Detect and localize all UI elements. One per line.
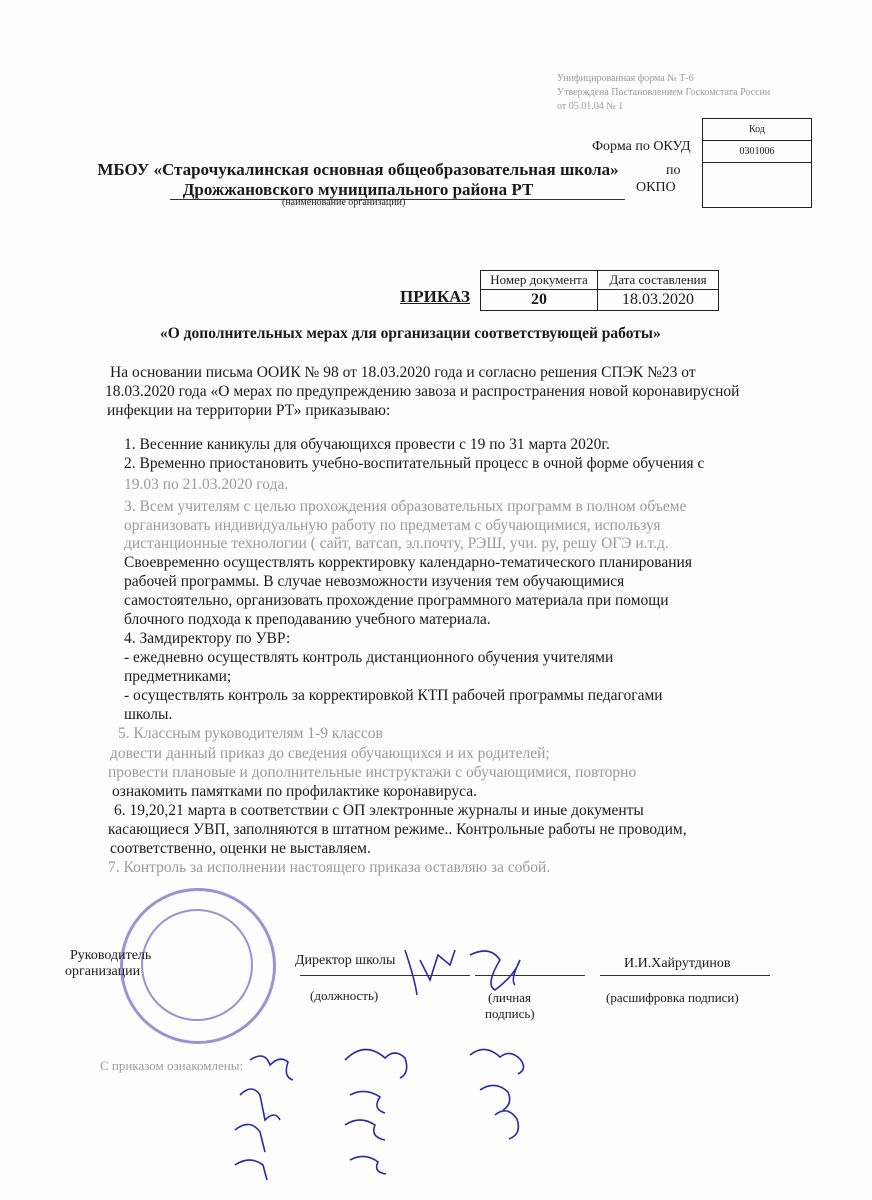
staff-signature-6 <box>480 1085 510 1110</box>
order-item-line: касающиеся УВП, заполняются в штатном режиме.. Контрольные работы не проводим, <box>108 821 687 838</box>
okud-code: 0301006 <box>703 141 811 163</box>
order-title: ПРИКАЗ <box>400 287 470 306</box>
position: Директор школы <box>295 953 396 968</box>
staff-signature-9 <box>495 1111 518 1139</box>
staff-signature-4 <box>240 1089 280 1120</box>
personal-signature <box>470 951 520 990</box>
order-item-line: школы. <box>124 706 173 723</box>
okpo-label: ОКПО <box>636 180 676 195</box>
form-okud-label: Форма по ОКУД <box>592 139 691 154</box>
staff-signature-3 <box>470 1049 524 1074</box>
staff-signature-1 <box>250 1056 293 1080</box>
order-item-line: 3. Всем учителям с целью прохождения образовательных программ в полном объеме <box>124 498 687 515</box>
doc-number-label: Номер документа <box>481 271 598 290</box>
staff-signature-7 <box>235 1124 265 1152</box>
order-item-line: довести данный приказ до сведения обучающихся и их родителей; <box>110 745 550 762</box>
order-item-line: рабочей программы. В случае невозможности изучения тем обучающимися <box>124 573 625 590</box>
order-item-line: блочного подхода к преподаванию учебного материала. <box>124 611 491 628</box>
form-note-3: от 05.01.04 № 1 <box>557 101 624 112</box>
caption-position: (должность) <box>310 988 379 1003</box>
order-item-line: самостоятельно, организовать прохождение программного материала при помощи <box>124 592 669 609</box>
staff-signature-10 <box>235 1160 267 1180</box>
staff-signature-11 <box>350 1156 386 1174</box>
order-item-line: 19.03 по 21.03.2020 года. <box>124 476 289 493</box>
acquainted-label: С приказом ознакомлены: <box>100 1058 244 1073</box>
head-label-1: Руководитель <box>70 948 152 963</box>
order-item-line: дистанционные технологии ( сайт, ватсап, эл.почту, РЭШ, учи. ру, решу ОГЭ и.т.д. <box>124 535 669 552</box>
doc-number: 20 <box>481 290 598 311</box>
form-note-1: Унифицированная форма № Т-6 <box>557 73 694 84</box>
organization-line-1: МБОУ «Старочукалинская основная общеобразовательная школа» <box>97 160 619 179</box>
caption-sign-2: подпись) <box>485 1006 535 1021</box>
order-item-line: организовать индивидуальную работу по предметам с обучающимися, используя <box>124 517 661 534</box>
code-label: Код <box>703 119 811 141</box>
order-item-line: - осуществлять контроль за корректировкой КТП рабочей программы педагогами <box>124 687 663 704</box>
intro-line-2: 18.03.2020 года «О мерах по предупреждению завоза и распространения новой коронавирусной <box>105 383 740 400</box>
caption-name: (расшифровка подписи) <box>606 990 739 1005</box>
order-item-line: провести плановые и дополнительные инструктажи с обучающимися, повторно <box>108 764 637 781</box>
director-signature <box>405 950 455 995</box>
order-item-line: предметниками; <box>124 668 232 685</box>
order-item-line: соответственно, оценки не выставляем. <box>110 840 371 857</box>
staff-signature-8 <box>345 1120 385 1140</box>
order-item-line: ознакомить памятками по профилактике коронавируса. <box>112 783 477 800</box>
staff-signature-2 <box>345 1049 407 1078</box>
signer-name: И.И.Хайрутдинов <box>624 956 731 971</box>
form-note-2: Утверждена Постановлением Госкомстата России <box>557 87 771 98</box>
organization-caption: (наименование организации) <box>282 197 406 208</box>
order-item-line: 4. Замдиректору по УВР: <box>124 630 291 647</box>
caption-sign-1: (личная <box>488 990 532 1005</box>
order-item-line: 2. Временно приостановить учебно-воспитательный процесс в очной форме обучения с <box>124 455 705 472</box>
order-subject: «О дополнительных мерах для организации соответствующей работы» <box>160 325 661 342</box>
order-item-line: 5. Классным руководителям 1-9 классов <box>118 725 383 742</box>
doc-date: 18.03.2020 <box>598 290 719 311</box>
intro-line-3: инфекции на территории РТ» приказываю: <box>107 402 391 419</box>
intro-line-1: На основании письма ООИК № 98 от 18.03.2020 года и согласно решения СПЭК №23 от <box>110 364 696 381</box>
date-label: Дата составления <box>598 271 719 290</box>
organization-line-2: Дрожжановского муниципального района РТ <box>182 180 534 199</box>
order-item-line: 6. 19,20,21 марта в соответствии с ОП электронные журналы и иные документы <box>114 802 644 819</box>
order-item-line: - ежедневно осуществлять контроль дистанционного обучения учителями <box>124 649 614 666</box>
order-item-line: 1. Весенние каникулы для обучающихся провести с 19 по 31 марта 2020г. <box>124 436 610 453</box>
po-label: по <box>666 163 681 178</box>
order-item-line: Своевременно осуществлять корректировку календарно-тематического планирования <box>124 554 692 571</box>
head-label-2: организации <box>65 964 141 979</box>
order-item-line: 7. Контроль за исполнении настоящего приказа оставляю за собой. <box>108 859 551 876</box>
staff-signature-5 <box>350 1091 385 1113</box>
